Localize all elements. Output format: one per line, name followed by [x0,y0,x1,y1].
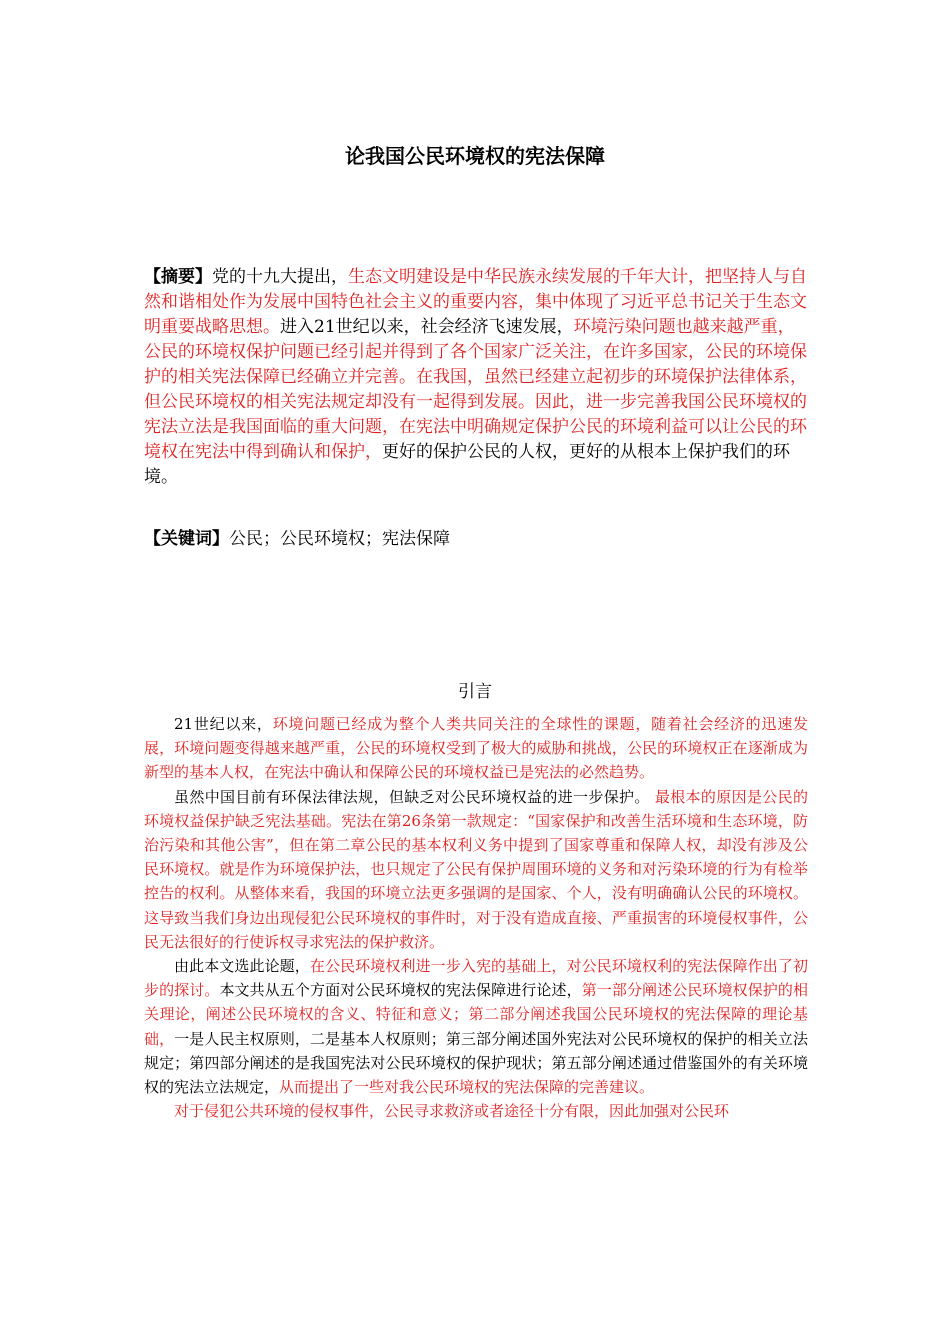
keywords-text: 公民；公民环境权；宪法保障 [229,529,450,549]
intro-heading: 引言 [458,682,492,702]
paragraph-3-text-c: 本文共从五个方面对公民环境权的宪法保障进行论述， [219,981,582,1000]
keywords-label: 【关键词】 [144,529,229,549]
abstract-text-5: 更好的保护公民的人权，更好的从根本上保护我们的环境。 [144,442,790,487]
paragraph-3-text-d: 第一部分阐述公民环境权保护的相关理论，阐述公民环境权的含义、特征和意义；第二部分阐述我国公民环境权的宪法保障的理论基础， [144,981,808,1048]
paragraph-3-text-b: 在公民环境权利进一步入宪的基础上，对公民环境权利的宪法保障作出了初步的探讨。 [144,957,808,1000]
paragraph-4: 对于侵犯公共环境的侵权事件，公民寻求救济或者途径十分有限，因此加强对公民环 [174,1102,730,1121]
paragraph-3-text-a: 由此本文选此论题， [174,957,310,976]
keywords [144,527,809,552]
paragraph-3 [144,954,808,1099]
abstract-text-4: 环境污染问题也越来越严重，公民的环境权保护问题已经引起并得到了各个国家广泛关注，在许多国家，公民的环境保护的相关宪法保障已经确立并完善。在我国，虽然已经建立起初步的环境保护法律体系，但公民环境权的相关宪法规定却没有一起得到发展。因此，进一步完善我国公民环境权的宪法立法是我国面临的重大问题，在宪法中明确规定保护公民的环境利益可以让公民的环境权在宪法中得到确认和保护， [144,317,807,462]
page-title: 论我国公民环境权的宪法保障 [345,144,605,168]
abstract-text-3: 进入21世纪以来，社会经济飞速发展， [280,317,574,337]
paragraph-2 [144,785,808,954]
paragraph-1-text-b: 环境问题已经成为整个人类共同关注的全球性的课题，随着社会经济的迅速发展，环境问题变得越来越严重，公民的环境权受到了极大的威胁和挑战，公民的环境权正在逐渐成为新型的基本人权，在宪法中确认和保障公民的环境权益已是宪法的必然趋势。 [144,715,808,782]
abstract-text-2: 生态文明建设是中华民族永续发展的千年大计，把坚持人与自然和谐相处作为发展中国特色社会主义的重要内容，集中体现了习近平总书记关于生态文明重要战略思想。 [144,267,807,337]
abstract [144,265,809,490]
paragraph-3-text-f: 从而提出了一些对我公民环境权的宪法保障的完善建议。 [279,1078,655,1097]
abstract-text-1: 党的十九大提出， [212,267,348,287]
abstract-label: 【摘要】 [144,267,212,287]
paragraph-3-text-e: 一是人民主权原则，二是基本人权原则；第三部分阐述国外宪法对公民环境权的保护的相关立法规定；第四部分阐述的是我国宪法对公民环境权的保护现状；第五部分阐述通过借鉴国外的有关环境权的宪法立法规定， [144,1029,808,1097]
paragraph-2-text-a: 虽然中国目前有环保法律法规，但缺乏对公民环境权益的进一步保护。 [174,787,650,806]
paragraph-1-text-a: 21世纪以来， [174,715,273,733]
intro-body [144,712,808,1123]
paragraph-2-text-b: 最根本的原因是公民的环境权益保护缺乏宪法基础。宪法在第26条第一款规定：“国家保护和改善生活环境和生态环境，防治污染和其他公害”，但在第二章公民的基本权利义务中提到了国家尊重和保障人权，却没有涉及公民环境权。就是作为环境保护法，也只规定了公民有保护周围环境的义务和对污染环境的行为有检举控告的权利。从整体来看，我国的环境立法更多强调的是国家、个人，没有明确确认公民的环境权。这导致当我们身边出现侵犯公民环境权的事件时，对于没有造成直接、严重损害的环境侵权事件，公民无法很好的行使诉权寻求宪法的保护救济。 [144,787,808,951]
paragraph-1 [144,712,808,785]
